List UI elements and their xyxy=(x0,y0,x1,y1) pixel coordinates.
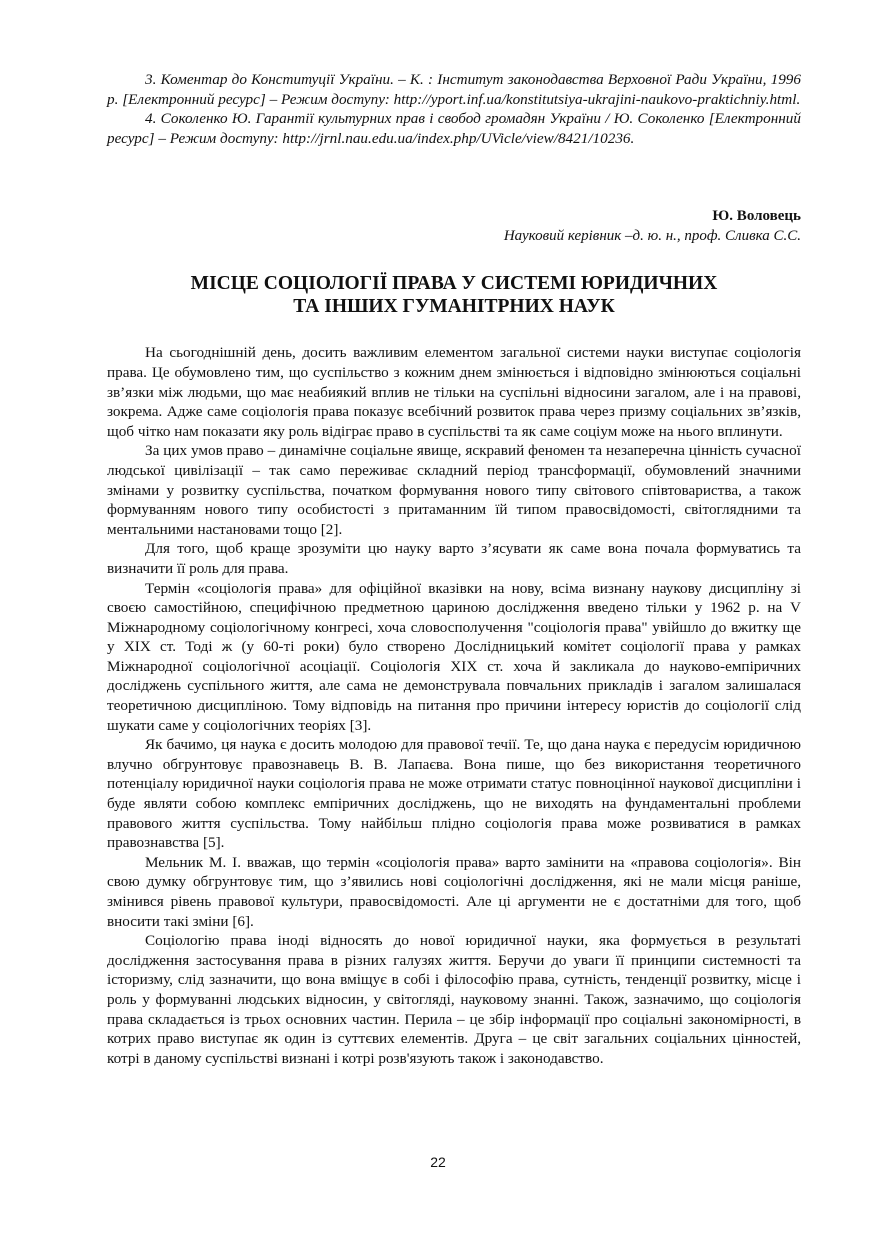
body-paragraph: Термін «соціологія права» для офіційної вказівки на нову, всіма визнану наукову дисципліну зі своєю самостійною, специфічною предметною цариною дослідження введено тільки у 1962 р. на V Міжнародному соціологічному конгресі, хоча словосполучення "соціологія права" увійшло до вжитку ще у XIX ст. Тоді ж (у 60-ті роки) було створено Дослідницький комітет соціології права у рамках Міжнародної соціологічної асоціації. Соціологія XIX ст. хоча й закликала до науково-емпіричних досліджень суспільного життя, але сама не демонструвала повчальних прикладів і загалом залишалася теоретичною дисципліною. Тому відповідь на питання про причини інтересу юристів до соціології слід шукати саме у соціологічних теоріях [3]. xyxy=(107,579,801,734)
body-paragraph: Мельник М. І. вважав, що термін «соціологія права» варто замінити на «правова соціологія». Він свою думку обгрунтовує тим, що з’явились нові соціологічні дослідження, які не мали місця раніше, змінився рівень правової культури, правосвідомості. Але ці аргументи не є достатніми для того, щоб вносити такі зміни [6]. xyxy=(107,853,801,930)
supervisor: Науковий керівник –д. ю. н., проф. Сливка С.С. xyxy=(503,228,801,245)
page-number: 22 xyxy=(430,1154,446,1170)
author-name: Ю. Воловець xyxy=(712,208,801,225)
body-paragraph: Як бачимо, ця наука є досить молодою для правової течії. Те, що дана наука є передусім юридичною влучно обгрунтовує правознавець В. В. Лапаєва. Вона пише, що без використання теоретичного потенціалу юридичної науки соціологія права не може отримати статус повноцінної наукової дисципліни і буде являти собою комплекс емпіричних досліджень, що не виходять на фундаментальні проблеми правового життя суспільства. Тому найбільш плідно соціологія права може розвиватися в рамках правознавства [5]. xyxy=(107,736,801,852)
body-paragraph: На сьогоднішній день, досить важливим елементом загальної системи науки виступає соціологія права. Це обумовлено тим, що суспільство з кожним днем змінюється і відповідно змінюються соціальні зв’язки між людьми, що має неабиякий вплив не тільки на суспільні відносини загалом, але і на правові, зокрема. Адже саме соціологія права показує всебічний розвиток права через призму соціальних зв’язків, щоб чітко нам показати яку роль відіграє право в суспільстві та як саме соціум може на нього вплинути. xyxy=(107,344,801,440)
title-line: ТА ІНШИХ ГУМАНІТРНИХ НАУК xyxy=(293,296,615,318)
article-title xyxy=(107,272,801,318)
title-line: МІСЦЕ СОЦІОЛОГІЇ ПРАВА У СИСТЕМІ ЮРИДИЧНИХ xyxy=(190,273,718,295)
document-page xyxy=(107,70,801,1068)
body-paragraph: Соціологію права іноді відносять до нової юридичної науки, яка формується в результаті дослідження застосування права в різних галузях життя. Беручи до уваги її принципи системності та історизму, слід зазначити, що вона вміщує в собі і філософію права, сутність, тенденції розвитку, місце і роль у формуванні людських відносин, у світогляді, науковому знанні. Також, зазначимо, що соціологія права складається із трьох основних частин. Перила – це збір інформації про соціальні закономірності, в котрих право виступає як один із суттєвих елементів. Друга – це світ загальних соціальних цінностей, котрі в даному суспільстві визнані і котрі розв'язують також і законодавство. xyxy=(107,932,801,1067)
reference-item: 4. Соколенко Ю. Гарантії культурних прав і свобод громадян України / Ю. Соколенко [Електронний ресурс] – Режим доступу: http://jrnl.nau.edu.ua/index.php/UVicle/view/8421/10236. xyxy=(107,110,801,147)
body-paragraph: За цих умов право – динамічне соціальне явище, яскравий феномен та незаперечна цінність сучасної людської цивілізації – так само переживає складний період трансформації, обумовлений значними змінами у розвитку суспільства, початком формування нового типу світового співтовариства, а також формуванням нового типу особистості з притаманним їй типом правосвідомості, світоглядними та ментальними настановами тощо [2]. xyxy=(107,442,801,538)
reference-item: 3. Коментар до Конституції України. – К. : Інститут законодавства Верховної Ради України, 1996 р. [Електронний ресурс] – Режим доступу: http://yport.inf.ua/konstitutsiya-ukrajini-naukovo-praktichniy.html. xyxy=(107,71,801,108)
body-paragraph: Для того, щоб краще зрозуміти цю науку варто з’ясувати як саме вона почала формуватись та визначити її роль для права. xyxy=(107,540,801,577)
